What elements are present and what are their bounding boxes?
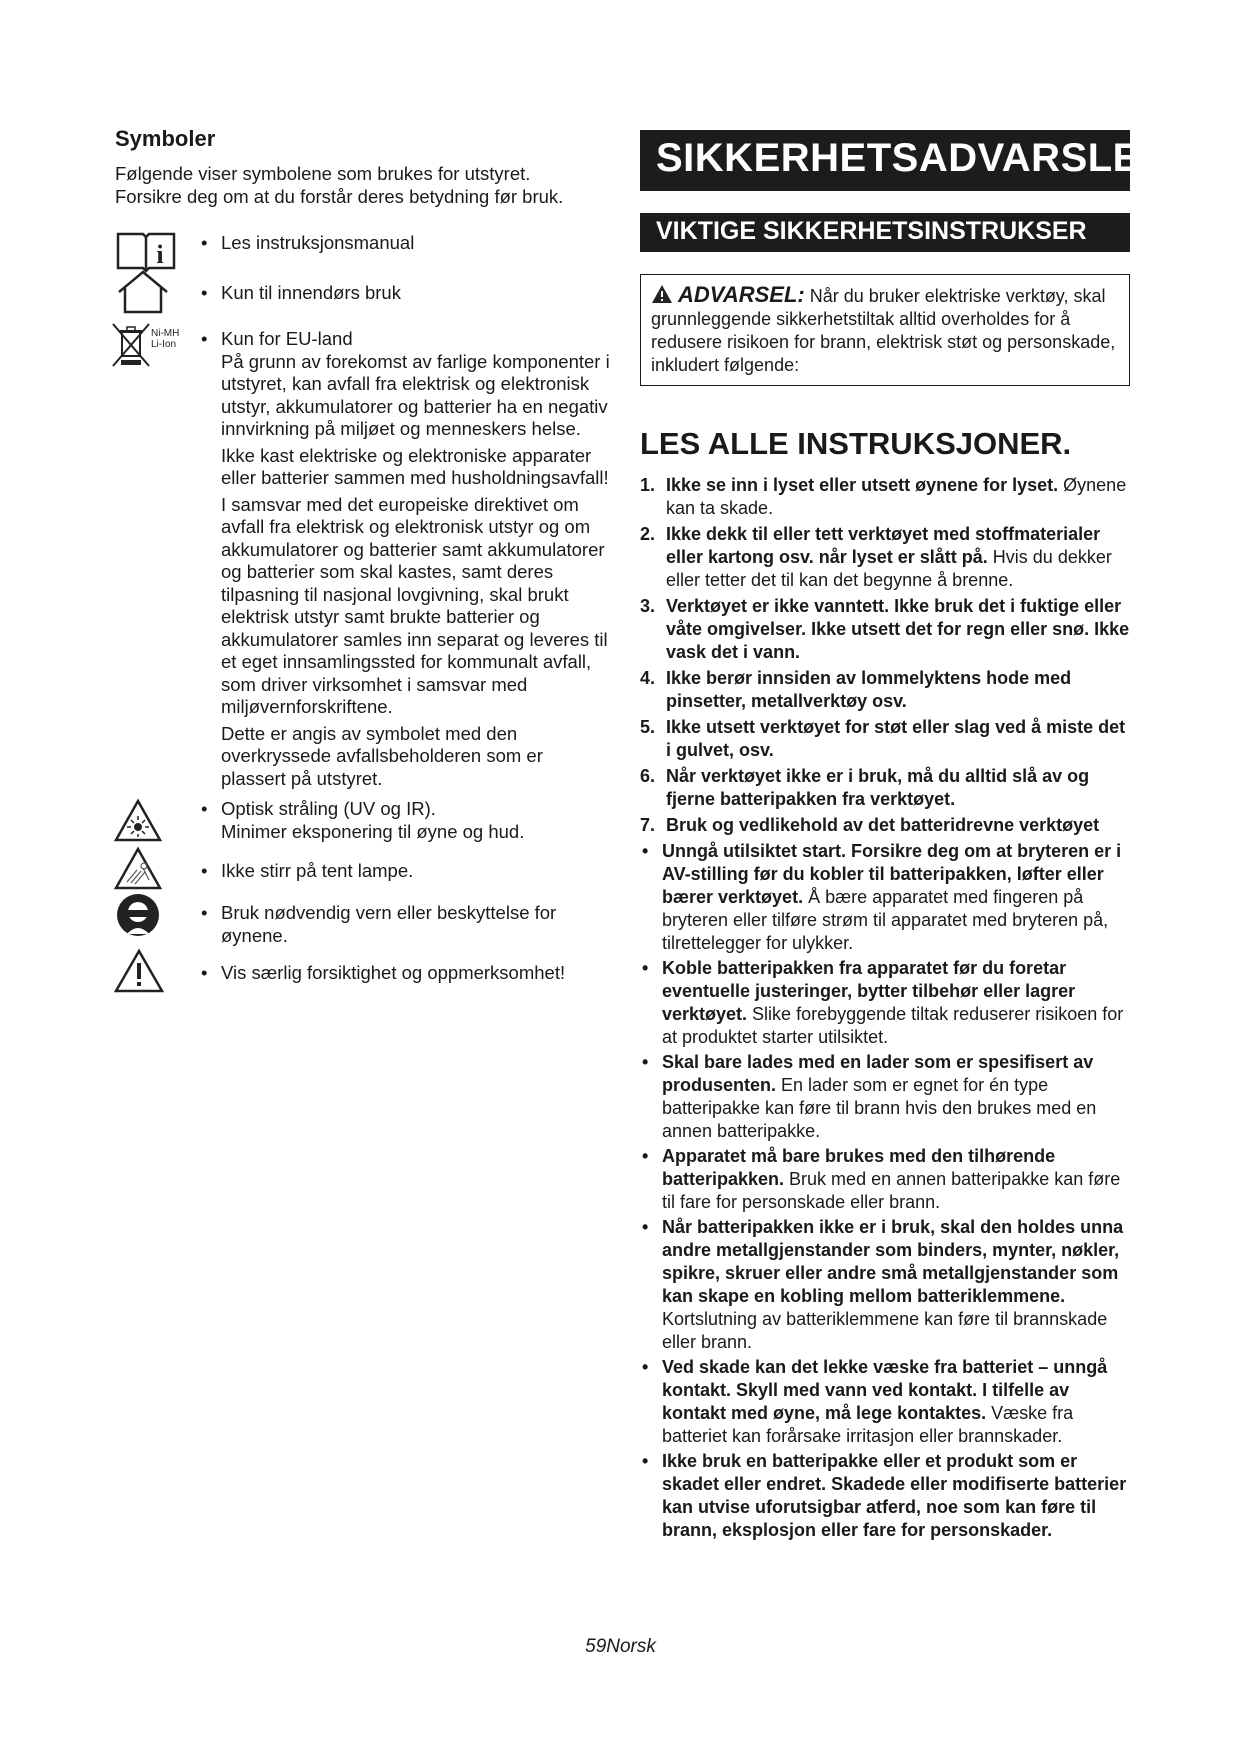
svg-text:i: i [156,240,164,269]
symbol-text-optical: • Optisk stråling (UV og IR). [201,798,610,821]
symbol-text-eu: • Kun for EU-land [201,328,610,351]
eu-paragraph-2: Ikke kast elektriske og elektroniske apparater eller batterier sammen med husholdningsavfall! [221,444,609,488]
warning-box [640,274,1130,386]
read-all-heading: LES ALLE INSTRUKSJONER. [640,426,1072,461]
eu-paragraph-3: I samsvar med det europeiske direktivet om avfall fra elektrisk og elektronisk utstyr og om akkumulatorer og batterier samt akkumulatorer og batterier som skal kastes, samt deres tilpasning til nasjonal lovgivning, skal brukt elektrisk utstyr samt brukte batterier og akkumulatorer samles inn separat og leveres til et eget innsamlingssted for kommunalt avfall, som driver virksomhet i samsvar med miljøvernforskriftene. [221,493,608,717]
no-stare-warning-icon [113,846,163,892]
symbol-row-protect [115,902,610,956]
eye-protection-icon [115,892,161,938]
symbol-text-caution: • Vis særlig forsiktighet og oppmerksomhet! [201,962,610,985]
bullet-item: • Ikke bruk en batteripakke eller et produkt som er skadet eller endret. Skadede eller modifiserte batterier kan utvise uforutsigbar atferd, noe som kan føre til brann, eksplosjon eller fare for personskader. [640,1450,1130,1542]
house-icon [115,268,171,316]
symbols-intro [115,162,610,208]
bullet-item: • Unngå utilsiktet start. Forsikre deg om at bryteren er i AV-stilling før du kobler til batteripakken, løfter eller bærer verktøyet. Å bære apparatet med fingeren på bryteren eller tilføre strøm til apparatet med bryteren på, tilrettelegger for ulykker. [640,840,1130,955]
warning-label: ADVARSEL: [678,282,805,307]
optical-radiation-warning-icon [113,798,163,844]
banner-important-instructions: VIKTIGE SIKKERHETSINSTRUKSER [640,213,1130,252]
caution-warning-icon [113,948,165,994]
symbol-row-eu [115,328,610,790]
bullet-item: • Apparatet må bare brukes med den tilhørende batteripakken. Bruk med en annen batteripakke kan føre til fare for personskade eller brann. [640,1145,1130,1214]
symbols-column [115,126,610,1002]
intro-line-1: Følgende viser symbolene som brukes for utstyret. [115,163,531,184]
banner-safety-warnings: SIKKERHETSADVARSLER [640,130,1130,191]
eu-paragraph-1: På grunn av forekomst av farlige komponenter i utstyret, kan avfall fra elektrisk og elektronisk utstyr, akkumulatorer og batterier ha en negativ innvirkning på miljøet og menneskers helse. [221,350,610,439]
eu-explanation [221,351,610,791]
manual-book-icon [115,226,177,274]
symbol-row-caution [115,962,610,1002]
symbol-row-optical [115,798,610,852]
bullet-item: • Ved skade kan det lekke væske fra batteriet – unngå kontakt. Skyll med vann ved kontakt. I tilfelle av kontakt med øyne, må lege kontaktes. Væske fra batteriet kan forårsake irritasjon eller brannskader. [640,1356,1130,1448]
battery-safety-bullets [640,840,1130,1542]
symbol-text-stare: • Ikke stirr på tent lampe. [201,860,610,883]
symbol-row-manual [115,232,610,276]
instruction-item: 4. Ikke berør innsiden av lommelyktens hode med pinsetter, metallverktøy osv. [640,668,1072,711]
symbol-text-indoor: • Kun til innendørs bruk [201,282,610,305]
warning-text: Når du bruker elektriske verktøy, skal grunnleggende sikkerhetstiltak alltid overholdes for å redusere risikoen for brann, elektrisk støt og personskade, inkludert følgende: [651,286,1116,375]
symbol-text-protect: • Bruk nødvendig vern eller beskyttelse for øynene. [201,902,610,947]
instruction-item: 5. Ikke utsett verktøyet for støt eller slag ved å miste det i gulvet, osv. [640,717,1126,760]
instruction-item: 2. Ikke dekk til eller tett verktøyet med stoffmaterialer eller kartong osv. når lyset er slått på. Hvis du dekker eller tetter det til kan det begynne å brenne. [640,524,1112,590]
bin-label-liion: Li-Ion [151,339,177,350]
instruction-item: 3. Verktøyet er ikke vanntett. Ikke bruk det i fuktige eller våte omgivelser. Ikke utsett det for regn eller snø. Ikke vask det i vann. [640,596,1130,662]
safety-column [640,130,1170,1544]
eu-paragraph-4: Dette er angis av symbolet med den overkryssede avfallsbeholderen som er plassert på utstyret. [221,722,543,789]
bullet-item: • Når batteripakken ikke er i bruk, skal den holdes unna andre metallgjenstander som binders, mynter, nøkler, spikre, skruer eller andre små metallgjenstander som kan skape en kobling mellom batteriklemmene. Kortslutning av batteriklemmene kan føre til brannskade eller brann. [640,1216,1130,1354]
symbol-text-manual: • Les instruksjonsmanual [201,232,610,255]
symbols-heading: Symboler [115,126,216,151]
page-footer: 59Norsk [585,1636,656,1657]
warning-triangle-icon [651,284,673,304]
instruction-item: 7. Bruk og vedlikehold av det batteridrevne verktøyet [640,815,1100,835]
crossed-bin-icon [109,320,185,370]
symbol-text-optical-2: Minimer eksponering til øyne og hud. [221,820,525,842]
instruction-item: 1. Ikke se inn i lyset eller utsett øynene for lyset. Øynene kan ta skade. [640,475,1127,518]
instruction-item: 6. Når verktøyet ikke er i bruk, må du alltid slå av og fjerne batteripakken fra verktøyet. [640,766,1090,809]
intro-line-2: Forsikre deg om at du forstår deres betydning før bruk. [115,186,564,207]
symbol-row-stare [115,860,610,898]
symbol-row-indoor [115,282,610,322]
bullet-item: • Koble batteripakken fra apparatet før du foretar eventuelle justeringer, bytter tilbehør eller lagrer verktøyet. Slike forebyggende tiltak reduserer risikoen for at produktet starter utilsiktet. [640,957,1130,1049]
bullet-item: • Skal bare lades med en lader som er spesifisert av produsenten. En lader som er egnet for én type batteripakke kan føre til brann hvis den brukes med en annen batteripakke. [640,1051,1130,1143]
numbered-instructions [640,474,1130,837]
bin-label-nimh: Ni-MH [151,328,180,339]
